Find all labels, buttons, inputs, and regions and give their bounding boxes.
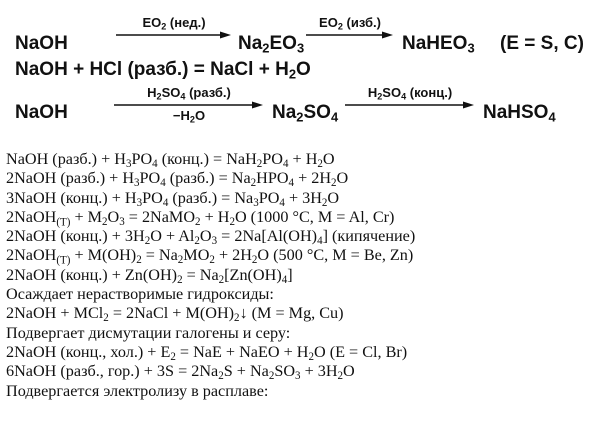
- reactions-list: [6, 150, 596, 401]
- section-heading: Осаждает нерастворимые гидроксиды:: [6, 285, 274, 304]
- reaction-line: 2NaOH (разб.) + $H_3PO_4$ (разб.) = $Na_2HPO_4 + 2H_2O$: [6, 169, 349, 190]
- arrow-right-icon: [116, 31, 232, 39]
- r1-naoh: NaOH: [15, 33, 68, 54]
- section-heading: Подвергается электролизу в расплаве:: [6, 381, 269, 400]
- r3-naoh: NaOH: [15, 102, 68, 123]
- arrow-right-icon: [345, 101, 475, 109]
- r3-nahso4: NaHSO$_4$: [483, 102, 556, 125]
- r1-na2eo3: $Na_2EO_3$: [238, 33, 305, 56]
- r1-note: (E = S, C): [500, 33, 584, 54]
- reaction-line: 2NaOH + MCl$_2$ = 2NaCl + $M(OH)_2↓$ (M = Mg, Cu): [6, 304, 344, 325]
- reaction-scheme-header: [0, 0, 600, 148]
- arrow-right-icon: [306, 31, 394, 39]
- reaction-line: NaOH (разб.) + $H_3PO_4$ (конц.) = $NaH_2PO_4 + H_2O$: [6, 150, 335, 171]
- r1-arrow-1-label: $EO_2$ (нед.): [142, 15, 206, 32]
- reaction-line: 2NaOH$_{(T)}$ + $M(OH)_2 = Na_2MO_2 + 2H_2O$ (500 °C, M = Be, Zn): [6, 246, 414, 267]
- r1-arrow-1: [116, 16, 232, 54]
- r1-arrow-2: [306, 16, 394, 54]
- reaction-line: 2NaOH (конц., $хол.) + E_2$ = NaE + NaEO + $H_2O$ (E = Cl, Br): [6, 342, 408, 364]
- r3-arrow-1-label-below: $-H_2O$: [172, 108, 206, 125]
- reaction-line: 2NaOH$_{(T)}$ + $M_2O_3$ = 2NaMO$_2$ + $H_2O$ (1000 °C, M = Al, Cr): [6, 207, 395, 229]
- r2-equation: NaOH + HCl (разб.) = NaCl + $H_2O$: [15, 59, 311, 82]
- reaction-line: 3NaOH (конц.) + $H_3PO_4$ (разб.) = $Na_3PO_4 + 3H_2O$: [6, 188, 340, 209]
- r3-na2so4: $Na_2SO_4$: [272, 102, 339, 125]
- r3-arrow-2-label: $H_2SO_4$ (конц.): [367, 85, 453, 102]
- r3-arrow-2: [345, 86, 475, 124]
- reaction-line: 6NaOH (разб., $гор.) + 3S = 2Na_2S + Na_2SO_3 + 3H_2O$: [6, 362, 355, 383]
- section-heading: Подвергает дисмутации галогены и серу:: [6, 323, 291, 342]
- r3-arrow-1-label-above: $H_2SO_4$ (разб.): [147, 85, 231, 102]
- r1-naheo3: NaHEO$_3$: [402, 33, 475, 56]
- r3-arrow-1: [114, 86, 264, 124]
- reaction-line: 2NaOH (конц.) + $3H_2O + Al_2O_3 = 2Na[Al(OH)_4]$ (кипячение): [6, 227, 416, 248]
- r1-arrow-2-label: $EO_2$ (изб.): [319, 15, 381, 32]
- reaction-line: 2NaOH (конц.) + $Zn(OH)_2 = Na_2[Zn(OH)_4]$: [6, 265, 293, 286]
